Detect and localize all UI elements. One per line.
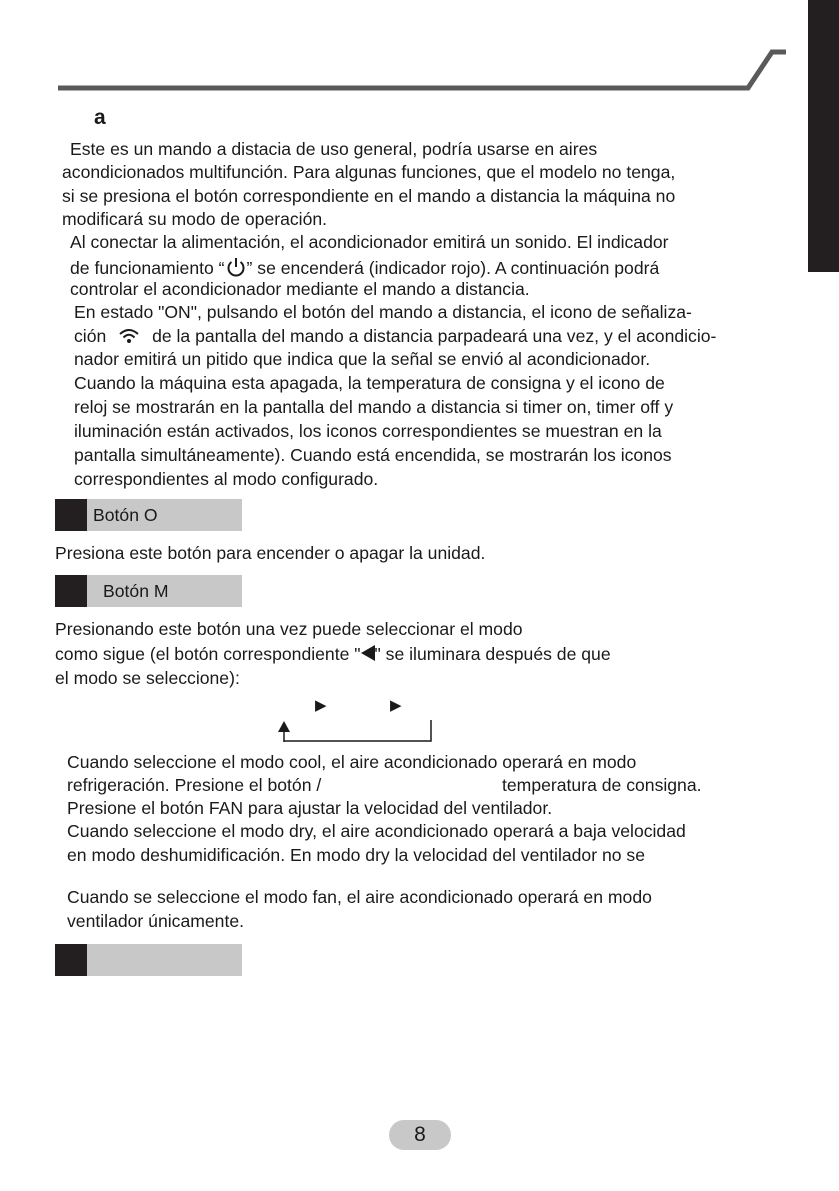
- signal-icon: [117, 326, 141, 346]
- section-letter: a: [94, 106, 106, 129]
- cool-mode-text: refrigeración. Presione el botón /: [67, 775, 322, 795]
- fan-mode-text: Cuando se seleccione el modo fan, el aire acondicionado operará en modo: [67, 887, 652, 907]
- intro-line: [70, 256, 659, 278]
- section-text-part: como sigue (el botón correspondiente ": [55, 644, 361, 664]
- section-text-part: " se iluminara después de que: [374, 644, 611, 664]
- left-triangle-icon: [361, 645, 375, 661]
- intro-line: si se presiona el botón correspondiente en el mando a distancia la máquina no: [62, 186, 676, 206]
- section-text: el modo se seleccione):: [55, 668, 240, 688]
- cool-mode-text: temperatura de consigna.: [502, 775, 702, 795]
- dry-mode-text: en modo deshumidificación. En modo dry la velocidad del ventilador no se: [67, 845, 645, 865]
- intro-text: de funcionamiento “: [70, 258, 225, 278]
- dry-mode-text: Cuando seleccione el modo dry, el aire acondicionado operará a baja velocidad: [67, 821, 686, 841]
- intro-line: correspondientes al modo configurado.: [74, 469, 379, 489]
- fan-mode-text: ventilador únicamente.: [67, 911, 245, 931]
- section-marker: [55, 575, 87, 607]
- section-header-third: [55, 944, 242, 976]
- section-text: Presiona este botón para encender o apagar la unidad.: [55, 543, 486, 563]
- intro-text: ” se encenderá (indicador rojo). A continuación podrá: [246, 258, 660, 278]
- section-title: Botón M: [103, 581, 169, 601]
- section-marker: [55, 944, 87, 976]
- intro-line: modificará su modo de operación.: [62, 209, 328, 229]
- intro-line: En estado "ON", pulsando el botón del mando a distancia, el icono de señaliza-: [74, 302, 692, 322]
- arrow-right-icon: ▶: [390, 697, 402, 714]
- arrow-right-icon: ▶: [315, 697, 327, 714]
- intro-text: ción: [74, 326, 107, 346]
- intro-line: pantalla simultáneamente). Cuando está encendida, se mostrarán los iconos: [74, 445, 672, 465]
- header-rule: [0, 40, 839, 100]
- section-header-onoff: [55, 499, 242, 531]
- intro-line: iluminación están activados, los iconos correspondientes se muestran en la: [74, 421, 662, 441]
- intro-line: nador emitirá un pitido que indica que la señal se envió al acondicionador.: [74, 349, 651, 369]
- intro-line: acondicionados multifunción. Para algunas funciones, que el modelo no tenga,: [62, 162, 676, 182]
- section-title: Botón O: [93, 505, 158, 525]
- section-text: [55, 644, 611, 664]
- section-marker: [55, 499, 87, 531]
- section-header-mode: [55, 575, 242, 607]
- intro-line: [74, 326, 716, 346]
- cool-mode-text: Cuando seleccione el modo cool, el aire acondicionado operará en modo: [67, 752, 637, 772]
- mode-cycle-arrow: [270, 718, 440, 748]
- intro-line: Cuando la máquina esta apagada, la temperatura de consigna y el icono de: [74, 373, 665, 393]
- intro-text: de la pantalla del mando a distancia parpadeará una vez, y el acondicio-: [152, 326, 717, 346]
- intro-line: reloj se mostrarán en la pantalla del mando a distancia si timer on, timer off y: [74, 397, 674, 417]
- cool-mode-text: Presione el botón FAN para ajustar la velocidad del ventilador.: [67, 798, 553, 818]
- intro-line: controlar el acondicionador mediante el mando a distancia.: [70, 279, 530, 299]
- section-text: Presionando este botón una vez puede seleccionar el modo: [55, 619, 523, 639]
- power-icon: [225, 256, 247, 278]
- intro-line: Este es un mando a distacia de uso general, podría usarse en aires: [70, 139, 598, 159]
- intro-line: Al conectar la alimentación, el acondicionador emitirá un sonido. El indicador: [70, 232, 669, 252]
- page-number: 8: [389, 1120, 451, 1150]
